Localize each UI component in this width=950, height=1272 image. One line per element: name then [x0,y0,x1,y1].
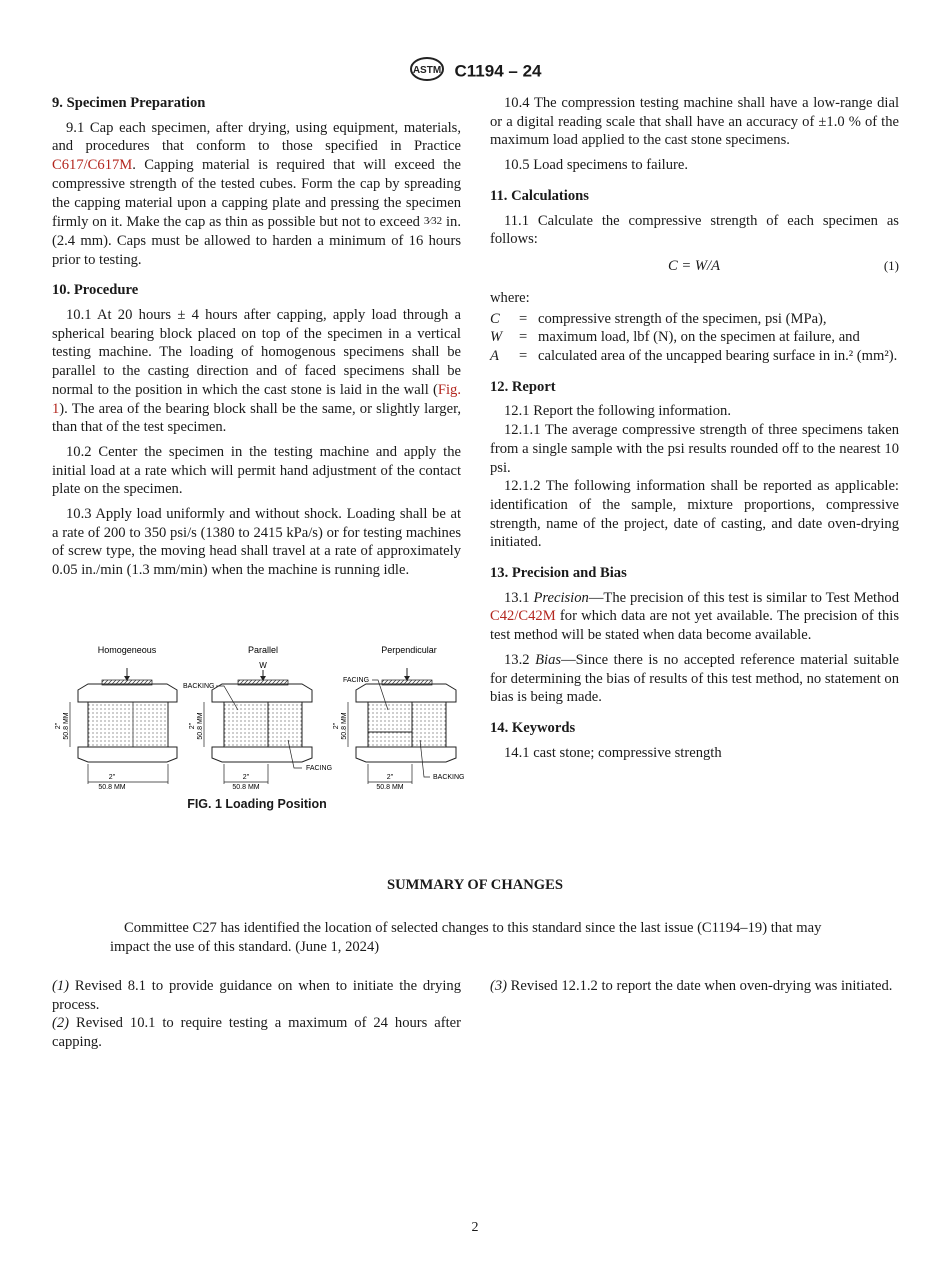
link-fig1[interactable]: Fig. 1 [52,381,461,417]
change-item: (1) Revised 8.1 to provide guidance on when to initiate the drying process. [52,978,461,1013]
astm-logo-icon [409,57,445,86]
svg-text:ASTM: ASTM [412,65,441,76]
para-10-5: 10.5 Load specimens to failure. [504,157,688,174]
para-13-1: 13.1 Precision—The precision of this test is similar to Test Method C42/C42M for which data are not yet available. The precision of this test method will be stated when data become available. [490,589,900,644]
svg-text:2": 2" [108,774,116,781]
label-parallel: Parallel [247,645,279,655]
svg-text:50.8 MM: 50.8 MM [98,784,126,791]
section-9-title: 9. Specimen Preparation [52,95,206,111]
svg-text:FACING: FACING [306,765,333,772]
equation-text: C = W/A [668,257,721,274]
variable-definitions [490,310,899,366]
page-number: 2 [471,1220,479,1235]
svg-text:FACING: FACING [343,677,370,684]
link-c617[interactable]: C617/C617M [52,157,133,174]
figure-1 [52,640,472,800]
svg-text:2": 2" [333,722,340,730]
section-13-title: 13. Precision and Bias [490,565,627,582]
where-label: where: [490,289,530,306]
summary-intro: Committee C27 has identified the location of selected changes to this standard since the last issue (C1194–19) that may impact the use of this standard. (June 1, 2024) [110,920,822,955]
section-12-title: 12. Report [490,378,556,395]
svg-text:2": 2" [189,722,196,730]
svg-text:50.8 MM: 50.8 MM [63,712,70,740]
para-9-1: 9.1 Cap each specimen, after drying, using equipment, materials, and procedures that conform to those specified in Practice C617/C617M. Capping material is required that will exceed the compressive strength of the tested cubes. Form the cap by spreading the capping material upon a capping plate and pressing the specimen firmly on it. Make the cap as thin as possible but not to exceed 3⁄32 in. (2.4 mm). Caps must be allowed to harden a minimum of 16 hours prior to testing. [52,119,461,268]
para-12-1: 12.1 Report the following information. [504,403,731,420]
svg-text:BACKING: BACKING [433,774,465,781]
equation-number: (1) [883,257,899,273]
svg-text:50.8 MM: 50.8 MM [341,712,348,740]
label-homogeneous: Homogeneous [97,645,157,655]
diagram-perpendicular [333,668,465,791]
para-14-1: 14.1 cast stone; compressive strength [504,744,722,761]
section-14-title: 14. Keywords [490,719,576,736]
def-row: A = calculated area of the uncapped bearing surface in in.² (mm²). [490,348,898,365]
para-10-2: 10.2 Center the specimen in the testing machine and apply the initial load at a rate which will permit hand adjustment of the contact plate on the specimen. [52,443,461,498]
para-10-3: 10.3 Apply load uniformly and without shock. Loading shall be at a rate of 200 to 350 psi/s (1380 to 2415 kPa/s) or for testing machines of screw type, the moving head shall travel at a rate of approximately 0.05 in./min (1.3 mm/min) when the machine is running idle. [52,506,461,579]
change-item: (3) Revised 12.1.2 to report the date when oven-drying was initiated. [490,978,893,994]
figure-caption: FIG. 1 Loading Position [187,797,327,811]
para-11-1: 11.1 Calculate the compressive strength of each specimen as follows: [490,212,899,248]
diagram-homogeneous [55,668,177,791]
def-row: C = compressive strength of the specimen, psi (MPa), [490,310,827,327]
change-item: (2) Revised 10.1 to require testing a maximum of 24 hours after capping. [52,1015,461,1051]
changes-right [490,977,899,996]
svg-text:50.8 MM: 50.8 MM [232,784,260,791]
def-row: W = maximum load, lbf (N), on the specimen at failure, and [490,329,860,346]
right-column [490,94,899,768]
link-c42[interactable]: C42/C42M [490,608,556,625]
section-10-title: 10. Procedure [52,282,139,299]
para-13-2: 13.2 Bias—Since there is no accepted reference material suitable for determining the bias of results of this test method, no statement on bias is being made. [490,651,899,706]
svg-text:50.8 MM: 50.8 MM [197,712,204,740]
changes-left [52,977,461,1052]
equation-1 [490,257,899,279]
standard-code: C1194 – 24 [454,61,542,81]
para-10-1: 10.1 At 20 hours ± 4 hours after capping, apply load through a spherical bearing block placed on top of the specimen in a vertical testing machine. The loading of homogenous specimens shall be parallel to the casting direction and of faced specimens shall be normal to the position in which the cast stone is laid in the wall (Fig. 1). The area of the bearing block shall be the same, or slightly larger, than that of the test specimen. [52,307,461,436]
para-12-1-2: 12.1.2 The following information shall be reported as applicable: identification of the sample, mixture proportions, compressive strength, name of the project, date of casting, and date oven-drying initiated. [490,478,899,551]
page-header [0,57,950,86]
svg-text:2": 2" [55,722,62,730]
diagram-parallel [183,661,332,791]
section-11-title: 11. Calculations [490,187,589,204]
svg-text:W: W [259,661,267,670]
svg-text:2": 2" [242,774,250,781]
para-12-1-1: 12.1.1 The average compressive strength of three specimens taken from a single sample with the psi results rounded off to the nearest 10 psi. [490,422,899,476]
svg-text:50.8 MM: 50.8 MM [376,784,404,791]
svg-text:BACKING: BACKING [183,683,215,690]
summary-title: SUMMARY OF CHANGES [387,877,563,893]
left-column [52,94,461,586]
para-10-4: 10.4 The compression testing machine shall have a low-range dial or a digital reading scale that shall have an accuracy of ±1.0 % of the maximum load applied to the cast stone specimens. [490,95,899,149]
svg-text:2": 2" [386,774,394,781]
label-perpendicular: Perpendicular [381,645,437,655]
